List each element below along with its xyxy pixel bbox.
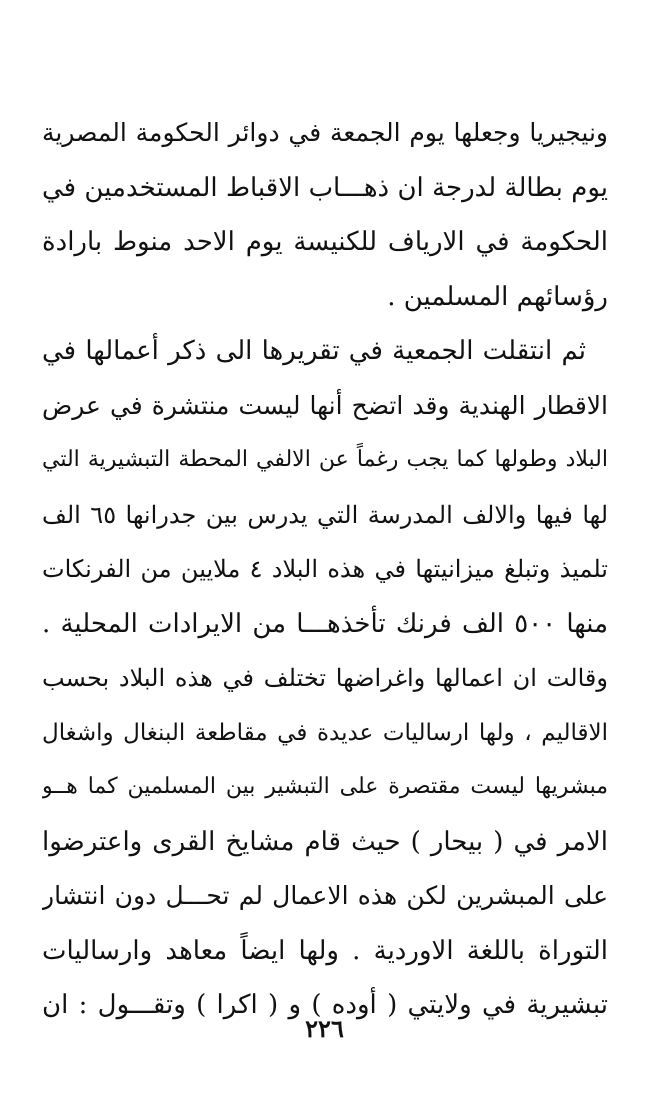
text-line: تلميذ وتبلغ ميزانيتها في هذه البلاد ٤ ملايين من الفرنكات [42,555,608,583]
text-line: البلاد وطولها كما يجب رغماً عن الالفي المحطة التبشيرية التي [42,447,608,472]
page-number: ٢٢٦ [305,1014,344,1043]
text-line: الحكومة في الارياف للكنيسة يوم الاحد منوط بارادة [42,227,608,257]
paragraph-start-line: ثم انتقلت الجمعية في تقريرها الى ذكر أعمالها في [42,336,586,366]
text-line: لها فيها والالف المدرسة التي يدرس بين جدرانها ٦٥ الف [42,500,608,529]
text-line: تبشيرية في ولايتي ( أوده ) و ( اكرا ) وتقـــول : ان [42,990,608,1020]
text-line: يوم بطالة لدرجة ان ذهـــاب الاقباط المستخدمين في [42,172,608,203]
text-line: الاقطار الهندية وقد اتضح أنها ليست منتشرة في عرض [42,390,608,420]
text-line: على المبشرين لكن هذه الاعمال لم تحـــل دون انتشار [42,881,608,910]
text-line: ونيجيريا وجعلها يوم الجمعة في دوائر الحكومة المصرية [42,118,608,147]
text-line: الاقاليم ، ولها ارساليات عديدة في مقاطعة البنغال واشغال [42,719,608,746]
paragraph-end-line: رؤسائهم المسلمين . [387,281,608,312]
text-line: مبشريها ليست مقتصرة على التبشير بين المسلمين كما هــو [42,774,608,799]
text-line: التوراة باللغة الاوردية . ولها ايضاً معاهد وارساليات [42,935,608,966]
body-text [42,106,608,1033]
text-line: الامر في ( بيحار ) حيث قام مشايخ القرى واعترضوا [42,826,608,857]
paragraph-end-line: منها ٥٠٠ الف فرنك تأخذهـــا من الايرادات المحلية . [42,608,608,639]
paragraph-start-line: وقالت ان اعمالها واغراضها تختلف في هذه البلاد بحسب [42,664,608,692]
